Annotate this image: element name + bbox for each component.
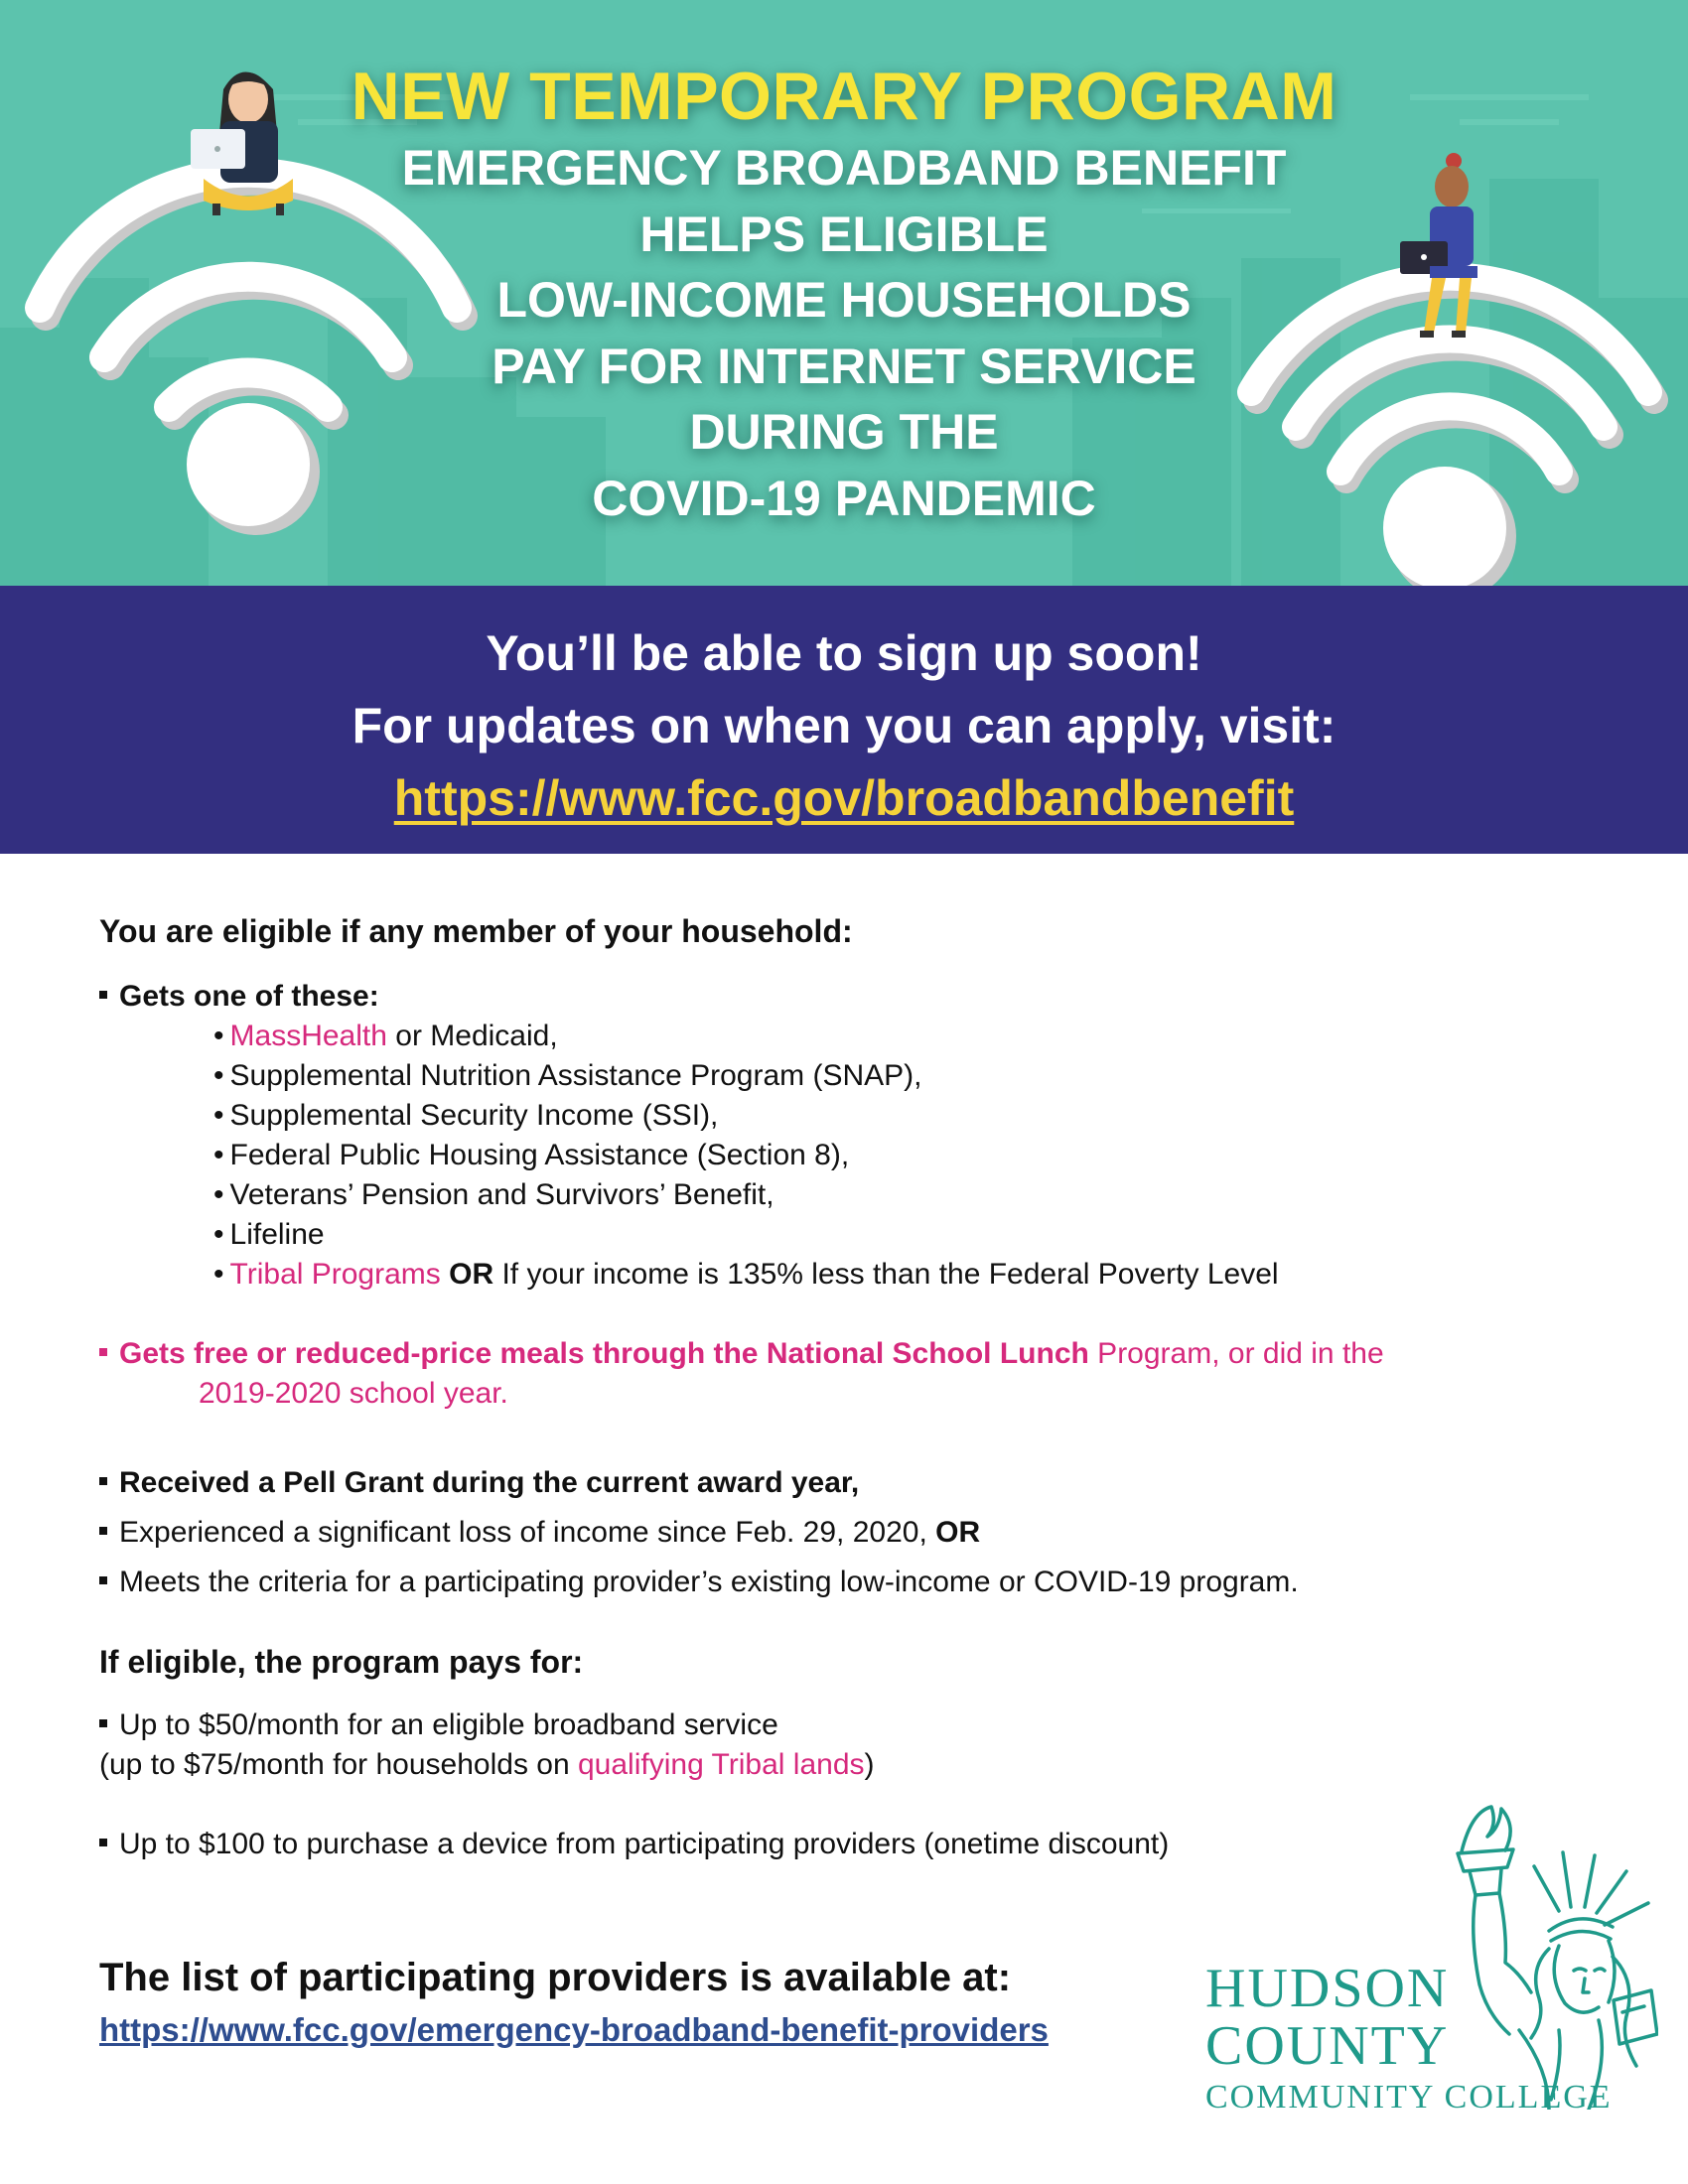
gets-one-item bbox=[99, 977, 379, 1017]
program-masshealth: • MassHealth or Medicaid, bbox=[213, 1020, 558, 1052]
hero-line-5: DURING THE bbox=[689, 404, 999, 460]
logo-county: COUNTY bbox=[1205, 2015, 1450, 2077]
program-title: NEW TEMPORARY PROGRAM bbox=[351, 59, 1337, 134]
college-logo bbox=[1201, 1782, 1658, 2119]
bullet-square bbox=[99, 1527, 107, 1535]
hero-line-1: EMERGENCY BROADBAND BENEFIT bbox=[401, 140, 1287, 196]
bullet-square bbox=[99, 1348, 107, 1356]
program-section8: • Federal Public Housing Assistance (Section 8), bbox=[213, 1139, 850, 1171]
masshealth-link[interactable]: MassHealth bbox=[229, 1020, 387, 1052]
hero-line-3: LOW-INCOME HOUSEHOLDS bbox=[496, 272, 1192, 328]
hero-banner bbox=[0, 0, 1688, 586]
tribal-discount-line: (up to $75/month for households on qualifying Tribal lands) bbox=[99, 1748, 875, 1781]
device-discount-item: Up to $100 to purchase a device from participating providers (onetime discount) bbox=[99, 1825, 1169, 1864]
updates-text: For updates on when you can apply, visit: bbox=[352, 698, 1336, 753]
income-loss-item: Experienced a significant loss of income since Feb. 29, 2020, OR bbox=[99, 1513, 980, 1553]
tribal-programs-link[interactable]: Tribal Programs bbox=[229, 1258, 441, 1291]
signup-soon-text: You’ll be able to sign up soon! bbox=[486, 625, 1202, 681]
pays-for-heading: If eligible, the program pays for: bbox=[99, 1644, 584, 1680]
bullet-square bbox=[99, 1719, 107, 1727]
logo-hudson: HUDSON bbox=[1205, 1958, 1450, 2019]
signup-banner bbox=[0, 586, 1688, 854]
hero-title bbox=[248, 58, 1440, 531]
program-ssi: • Supplemental Security Income (SSI), bbox=[213, 1099, 719, 1132]
pell-grant-item: Received a Pell Grant during the current award year, bbox=[99, 1463, 859, 1503]
hero-line-6: COVID-19 PANDEMIC bbox=[592, 470, 1096, 526]
bullet-square bbox=[99, 1839, 107, 1846]
program-snap: • Supplemental Nutrition Assistance Program (SNAP), bbox=[213, 1059, 922, 1092]
bullet-square bbox=[99, 991, 107, 999]
program-tribal: • Tribal Programs OR If your income is 135% less than the Federal Poverty Level bbox=[213, 1258, 1279, 1291]
broadband-benefit-link[interactable]: https://www.fcc.gov/broadbandbenefit bbox=[393, 770, 1295, 826]
hero-line-2: HELPS ELIGIBLE bbox=[639, 205, 1049, 262]
bullet-square bbox=[99, 1477, 107, 1485]
broadband-discount-item: Up to $50/month for an eligible broadband service bbox=[99, 1706, 778, 1745]
gets-one-label: Gets one of these: bbox=[119, 980, 379, 1013]
providers-heading: The list of participating providers is available at: bbox=[99, 1956, 1012, 1999]
providers-link[interactable]: https://www.fcc.gov/emergency-broadband-benefit-providers bbox=[99, 2011, 1049, 2048]
bullet-square bbox=[99, 1576, 107, 1584]
program-lifeline: • Lifeline bbox=[213, 1218, 325, 1251]
logo-community-college: COMMUNITY COLLEGE bbox=[1205, 2079, 1613, 2116]
provider-criteria-item: Meets the criteria for a participating provider’s existing low-income or COVID-19 program. bbox=[99, 1563, 1299, 1602]
program-veterans: • Veterans’ Pension and Survivors’ Benefit, bbox=[213, 1178, 774, 1211]
eligibility-heading: You are eligible if any member of your household: bbox=[99, 913, 853, 949]
hero-line-4: PAY FOR INTERNET SERVICE bbox=[492, 338, 1196, 394]
school-lunch-line2: 2019-2020 school year. bbox=[199, 1377, 508, 1410]
school-lunch-item: Gets free or reduced-price meals through the National School Lunch Program, or did in the bbox=[99, 1334, 1384, 1374]
tribal-lands-link[interactable]: qualifying Tribal lands bbox=[578, 1748, 865, 1781]
